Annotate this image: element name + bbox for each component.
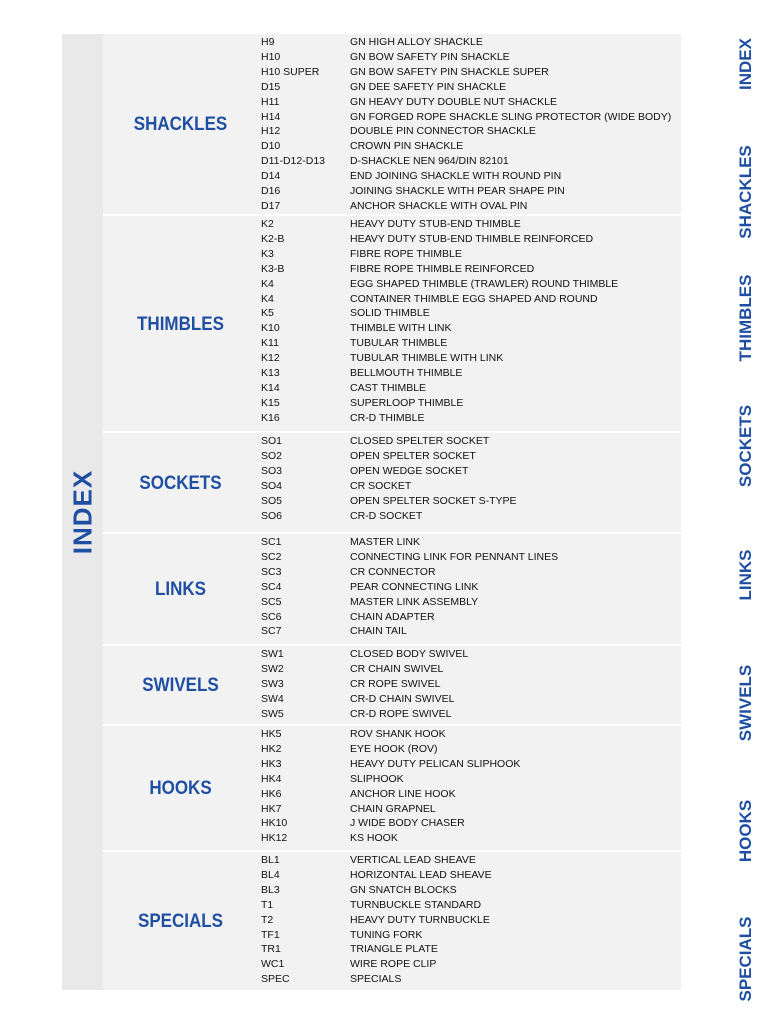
product-description: CONNECTING LINK FOR PENNANT LINES xyxy=(350,550,559,563)
product-code: K2-B xyxy=(261,232,285,245)
section-title: SHACKLES xyxy=(133,112,228,135)
product-description: PEAR CONNECTING LINK xyxy=(350,580,479,593)
product-description: GN BOW SAFETY PIN SHACKLE SUPER xyxy=(350,65,549,78)
section-title: SPECIALS xyxy=(137,909,224,932)
product-code: K4 xyxy=(261,277,274,290)
product-code: SW5 xyxy=(261,707,284,720)
product-code: H9 xyxy=(261,36,275,48)
product-description: CROWN PIN SHACKLE xyxy=(350,140,464,153)
product-description: JOINING SHACKLE WITH PEAR SHAPE PIN xyxy=(350,185,565,197)
product-code: D10 xyxy=(261,140,281,153)
product-code: SO3 xyxy=(261,464,283,477)
product-description: ANCHOR SHACKLE WITH OVAL PIN xyxy=(350,199,528,212)
product-description: FIBRE ROPE THIMBLE xyxy=(350,247,462,260)
product-code: SW3 xyxy=(261,677,284,690)
product-description: WIRE ROPE CLIP xyxy=(350,958,437,971)
product-code: K14 xyxy=(261,381,280,394)
tab-specials[interactable] xyxy=(728,909,764,1009)
product-code: D11-D12-D13 xyxy=(261,155,325,168)
product-description: GN DEE SAFETY PIN SHACKLE xyxy=(350,80,507,93)
product-description: D-SHACKLE NEN 964/DIN 82101 xyxy=(350,155,509,168)
tab-label: THIMBLES xyxy=(736,274,755,362)
product-description: CHAIN ADAPTER xyxy=(350,610,435,623)
product-code: H14 xyxy=(261,110,281,123)
product-code: SO2 xyxy=(261,449,283,462)
product-code: K12 xyxy=(261,352,280,365)
product-code: K4 xyxy=(261,292,274,305)
product-code: HK3 xyxy=(261,757,282,770)
product-code: SC4 xyxy=(261,580,282,593)
product-code: HK5 xyxy=(261,728,282,740)
product-code: H11 xyxy=(261,95,280,108)
tab-sockets[interactable] xyxy=(728,396,764,496)
tab-label: SWIVELS xyxy=(736,664,755,742)
tab-thimbles[interactable] xyxy=(728,268,764,368)
product-description: OPEN WEDGE SOCKET xyxy=(350,464,469,477)
section-swivels xyxy=(103,646,681,724)
product-description: EYE HOOK (ROV) xyxy=(350,742,438,755)
product-description: KS HOOK xyxy=(350,832,398,845)
product-description: CLOSED BODY SWIVEL xyxy=(350,648,469,660)
product-description: END JOINING SHACKLE WITH ROUND PIN xyxy=(350,170,562,183)
section-sockets xyxy=(103,433,681,532)
product-code: SC2 xyxy=(261,550,282,563)
product-code: D14 xyxy=(261,170,281,183)
product-code: SO6 xyxy=(261,509,283,522)
product-code: HK4 xyxy=(261,772,282,785)
tab-index[interactable] xyxy=(728,14,764,114)
tab-label: INDEX xyxy=(736,38,755,90)
product-code: K10 xyxy=(261,322,280,335)
product-code: SC3 xyxy=(261,565,282,578)
tab-label: SHACKLES xyxy=(736,145,755,239)
product-code: K2 xyxy=(261,218,274,230)
product-description: TUNING FORK xyxy=(350,928,423,941)
product-description: THIMBLE WITH LINK xyxy=(350,322,452,335)
product-code: SPEC xyxy=(261,973,290,986)
product-code: D16 xyxy=(261,185,281,197)
product-code: H12 xyxy=(261,125,281,138)
section-hooks xyxy=(103,726,681,850)
product-description: TUBULAR THIMBLE WITH LINK xyxy=(350,352,504,365)
product-code: BL3 xyxy=(261,883,280,896)
product-description: SLIPHOOK xyxy=(350,772,404,785)
section-shackles xyxy=(103,34,681,214)
product-description: SOLID THIMBLE xyxy=(350,307,430,320)
tab-label: HOOKS xyxy=(736,799,755,863)
product-description: TURNBUCKLE STANDARD xyxy=(350,898,482,911)
product-code: SO4 xyxy=(261,479,283,492)
product-code: SC1 xyxy=(261,536,282,548)
section-title: THIMBLES xyxy=(137,312,224,334)
product-description: CHAIN GRAPNEL xyxy=(350,802,436,815)
tab-links[interactable] xyxy=(728,525,764,625)
product-description: J WIDE BODY CHASER xyxy=(350,817,465,830)
product-description: CR-D ROPE SWIVEL xyxy=(350,707,452,720)
product-description: CLOSED SPELTER SOCKET xyxy=(350,435,490,447)
product-description: MASTER LINK xyxy=(350,536,421,548)
product-description: VERTICAL LEAD SHEAVE xyxy=(350,854,476,866)
product-code: SW2 xyxy=(261,662,284,675)
product-description: MASTER LINK ASSEMBLY xyxy=(350,595,479,608)
product-description: TRIANGLE PLATE xyxy=(350,943,438,956)
product-code: BL4 xyxy=(261,868,280,881)
product-description: ROV SHANK HOOK xyxy=(350,728,446,740)
product-description: HEAVY DUTY PELICAN SLIPHOOK xyxy=(350,757,521,770)
tab-label: LINKS xyxy=(736,549,755,601)
tab-hooks[interactable] xyxy=(728,781,764,881)
product-description: CR-D THIMBLE xyxy=(350,411,425,424)
product-code: K11 xyxy=(261,337,279,350)
product-code: K13 xyxy=(261,367,280,379)
product-code: TR1 xyxy=(261,943,281,956)
product-code: HK7 xyxy=(261,802,282,815)
product-description: CR CONNECTOR xyxy=(350,565,436,578)
product-description: BELLMOUTH THIMBLE xyxy=(350,367,463,379)
section-specials xyxy=(103,852,681,990)
section-links xyxy=(103,534,681,644)
product-code: SO1 xyxy=(261,435,283,447)
product-description: HEAVY DUTY STUB-END THIMBLE xyxy=(350,218,521,230)
product-code: HK10 xyxy=(261,817,288,830)
product-description: CR SOCKET xyxy=(350,479,412,492)
tab-swivels[interactable] xyxy=(728,653,764,753)
product-description: FIBRE ROPE THIMBLE REINFORCED xyxy=(350,262,535,275)
product-description: CONTAINER THIMBLE EGG SHAPED AND ROUND xyxy=(350,292,598,305)
section-title: SOCKETS xyxy=(139,471,222,493)
product-description: DOUBLE PIN CONNECTOR SHACKLE xyxy=(350,125,536,138)
product-code: HK6 xyxy=(261,787,282,800)
product-code: SW4 xyxy=(261,692,284,705)
product-description: GN FORGED ROPE SHACKLE SLING PROTECTOR (WIDE BODY) xyxy=(350,110,672,123)
product-code: SO5 xyxy=(261,494,283,507)
product-code: WC1 xyxy=(261,958,285,971)
product-description: OPEN SPELTER SOCKET xyxy=(350,449,476,462)
product-code: TF1 xyxy=(261,928,280,941)
product-description: ANCHOR LINE HOOK xyxy=(350,787,456,800)
product-code: K15 xyxy=(261,396,280,409)
product-description: CHAIN TAIL xyxy=(350,625,407,638)
product-code: D15 xyxy=(261,80,281,93)
product-code: SC5 xyxy=(261,595,282,608)
product-code: D17 xyxy=(261,199,281,212)
product-description: CR-D CHAIN SWIVEL xyxy=(350,692,455,705)
tab-shackles[interactable] xyxy=(728,142,764,242)
section-thimbles xyxy=(103,216,681,431)
product-description: GN HIGH ALLOY SHACKLE xyxy=(350,36,483,48)
product-description: HORIZONTAL LEAD SHEAVE xyxy=(350,868,492,881)
product-description: OPEN SPELTER SOCKET S-TYPE xyxy=(350,494,517,507)
product-description: GN SNATCH BLOCKS xyxy=(350,883,457,896)
product-code: SC6 xyxy=(261,610,282,623)
product-code: T1 xyxy=(261,898,274,911)
product-description: SUPERLOOP THIMBLE xyxy=(350,396,464,409)
product-code: K3 xyxy=(261,247,274,260)
product-code: SW1 xyxy=(261,648,284,660)
index-band xyxy=(62,34,103,990)
product-code: HK12 xyxy=(261,832,288,845)
product-description: SPECIALS xyxy=(350,973,402,986)
product-code: SC7 xyxy=(261,625,282,638)
product-code: K3-B xyxy=(261,262,285,275)
product-description: CR ROPE SWIVEL xyxy=(350,677,441,690)
product-description: CR CHAIN SWIVEL xyxy=(350,662,444,675)
product-description: GN HEAVY DUTY DOUBLE NUT SHACKLE xyxy=(350,95,557,108)
tab-label: SPECIALS xyxy=(736,916,755,1002)
product-code: HK2 xyxy=(261,742,282,755)
product-description: CAST THIMBLE xyxy=(350,381,427,394)
product-description: TUBULAR THIMBLE xyxy=(350,337,448,350)
section-title: HOOKS xyxy=(149,776,212,799)
product-code: T2 xyxy=(261,913,274,926)
product-description: CR-D SOCKET xyxy=(350,509,423,522)
product-code: K16 xyxy=(261,411,280,424)
product-description: HEAVY DUTY STUB-END THIMBLE REINFORCED xyxy=(350,232,594,245)
product-code: K5 xyxy=(261,307,274,320)
index-band-label: INDEX xyxy=(67,469,97,555)
product-description: GN BOW SAFETY PIN SHACKLE xyxy=(350,50,510,63)
product-code: H10 SUPER xyxy=(261,65,320,78)
product-code: BL1 xyxy=(261,854,280,866)
product-description: EGG SHAPED THIMBLE (TRAWLER) ROUND THIMBLE xyxy=(350,277,619,290)
tab-label: SOCKETS xyxy=(736,404,755,488)
product-description: HEAVY DUTY TURNBUCKLE xyxy=(350,913,490,926)
section-title: SWIVELS xyxy=(142,673,219,696)
section-title: LINKS xyxy=(155,577,206,600)
product-code: H10 xyxy=(261,50,281,63)
